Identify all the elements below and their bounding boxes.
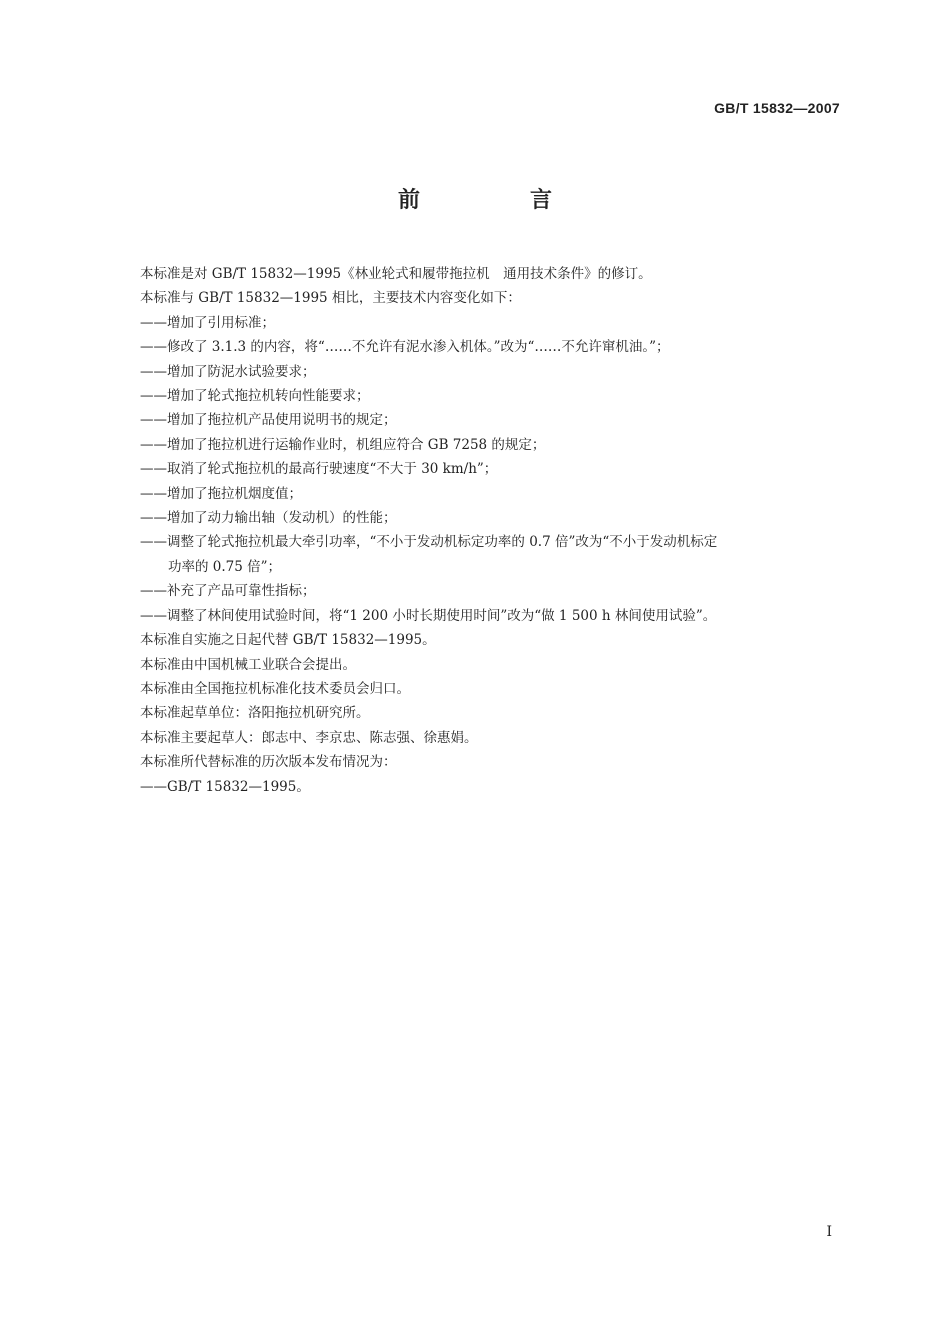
- text-line: 本标准是对 GB/T 15832—1995《林业轮式和履带拖拉机 通用技术条件》的修订。: [140, 266, 652, 282]
- text-line: 本标准起草单位：洛阳拖拉机研究所。: [140, 705, 370, 722]
- list-item: ——取消了轮式拖拉机的最高行驶速度“不大于 30 km/h”；: [140, 461, 498, 478]
- list-item: ——调整了轮式拖拉机最大牵引功率，“不小于发动机标定功率的 0.7 倍”改为“不小于发动机标定: [140, 534, 718, 551]
- preface-body: [140, 262, 850, 799]
- list-item: ——增加了拖拉机进行运输作业时，机组应符合 GB 7258 的规定；: [140, 436, 546, 453]
- text-line: 本标准所代替标准的历次版本发布情况为：: [140, 754, 397, 771]
- list-item: ——增加了拖拉机烟度值；: [140, 485, 302, 502]
- list-item: ——增加了动力输出轴（发动机）的性能；: [140, 510, 397, 527]
- text-line: 本标准与 GB/T 15832—1995 相比，主要技术内容变化如下：: [140, 290, 521, 307]
- list-item: ——调整了林间使用试验时间，将“1 200 小时长期使用时间”改为“做 1 500 h 林间使用试验”。: [140, 607, 717, 624]
- list-item: ——增加了引用标准；: [140, 314, 275, 331]
- page-title: 前 言: [397, 188, 596, 213]
- text-line: 本标准主要起草人：郎志中、李京忠、陈志强、徐惠娟。: [140, 729, 478, 746]
- list-item: ——增加了拖拉机产品使用说明书的规定；: [140, 412, 397, 429]
- page-number: I: [826, 1224, 832, 1240]
- list-item-continuation: 功率的 0.75 倍”；: [168, 558, 282, 575]
- text-line: 本标准由全国拖拉机标准化技术委员会归口。: [140, 680, 410, 697]
- text-line: 本标准自实施之日起代替 GB/T 15832—1995。: [140, 632, 436, 649]
- list-item: ——增加了防泥水试验要求；: [140, 363, 316, 380]
- list-item: ——补充了产品可靠性指标；: [140, 583, 316, 600]
- text-line: 本标准由中国机械工业联合会提出。: [140, 656, 356, 673]
- standard-code: GB/T 15832—2007: [714, 100, 840, 116]
- list-item: ——增加了轮式拖拉机转向性能要求；: [140, 388, 370, 405]
- list-item: ——GB/T 15832—1995。: [140, 778, 310, 795]
- list-item: ——修改了 3.1.3 的内容，将“……不允许有泥水渗入机体。”改为“……不允许窜机油。”；: [140, 339, 670, 356]
